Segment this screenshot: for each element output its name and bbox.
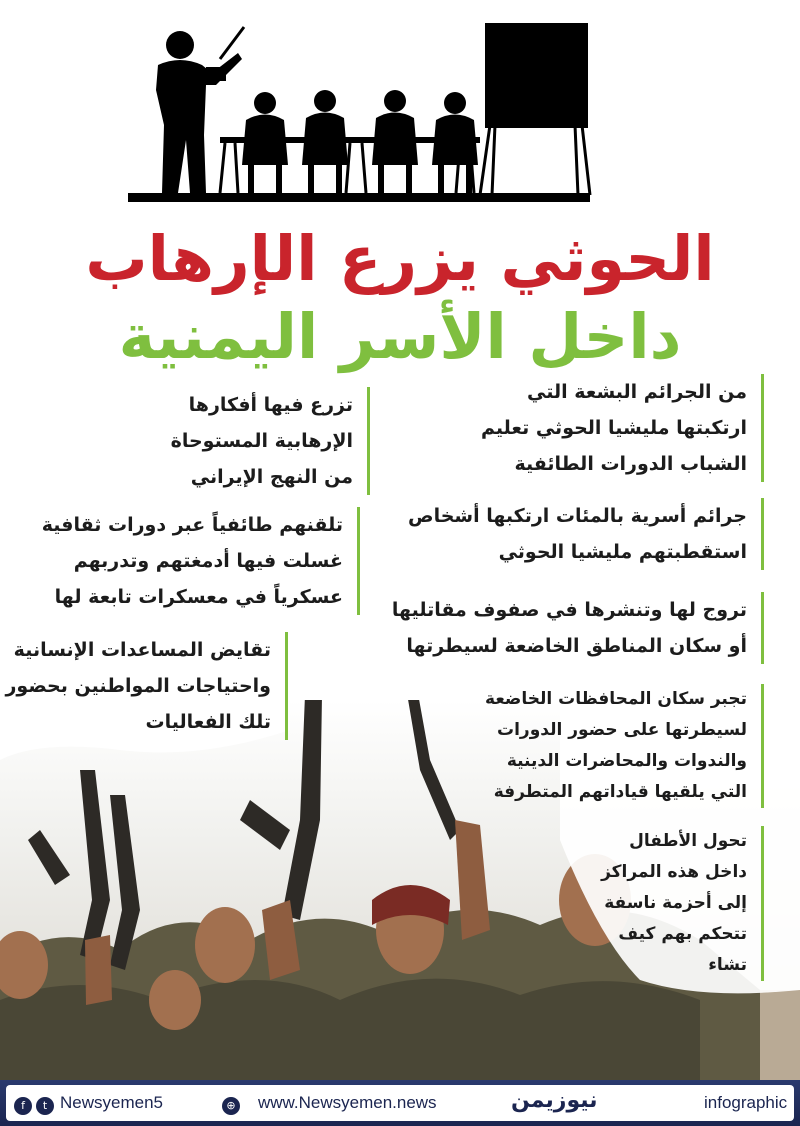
info-line: من الجرائم البشعة التي [526, 381, 747, 403]
info-line: أو سكان المناطق الخاضعة لسيطرتها [406, 635, 747, 657]
info-line: تتحكم بهم كيف [618, 924, 747, 944]
info-line: استقطبتهم مليشيا الحوثي [498, 541, 747, 563]
info-line: تجبر سكان المحافظات الخاضعة [485, 689, 747, 709]
info-line: لسيطرتها على حضور الدورات [497, 720, 747, 740]
globe-icon: ⊕ [222, 1094, 240, 1115]
info-line: تحول الأطفال [629, 831, 747, 851]
headline-line-1: الحوثي يزرع الإرهاب [85, 222, 715, 295]
headline-line-2: داخل الأسر اليمنية [118, 300, 682, 373]
info-line: تلقنهم طائفياً عبر دورات ثقافية [41, 514, 343, 536]
blackboard-shape [485, 23, 588, 128]
info-line: والندوات والمحاضرات الدينية [506, 751, 747, 771]
info-block-forced-attendance [485, 684, 764, 808]
twitter-icon[interactable]: t [36, 1094, 54, 1115]
info-line: غسلت فيها أدمغتهم وتدربهم [73, 550, 343, 572]
info-line: إلى أحزمة ناسفة [604, 893, 747, 913]
info-line: تروج لها وتنشرها في صفوف مقاتليها [391, 599, 747, 621]
info-line: داخل هذه المراكز [601, 862, 747, 882]
info-block-ideas [171, 387, 370, 495]
info-line: عسكرياً في معسكرات تابعة لها [54, 586, 343, 608]
infographic-label: infographic [704, 1093, 788, 1112]
info-block-crimes-training [481, 374, 764, 482]
info-line: من النهج الإيراني [190, 466, 353, 488]
info-line: التي يلقيها قياداتهم المتطرفة [493, 782, 747, 802]
info-line: تشاء [708, 955, 747, 975]
website-link[interactable]: www.Newsyemen.news [258, 1093, 437, 1112]
info-block-family-crimes [408, 498, 764, 570]
brand-logo: نيوزيمن [511, 1088, 598, 1113]
info-line: الشباب الدورات الطائفية [514, 453, 747, 475]
info-block-children [601, 826, 764, 981]
info-line: تلك الفعاليات [145, 711, 271, 733]
facebook-icon[interactable]: f [14, 1094, 32, 1115]
info-line: جرائم أسرية بالمئات ارتكبها أشخاص [408, 505, 747, 527]
info-block-promotion [392, 592, 764, 664]
info-line: ارتكبتها مليشيا الحوثي تعليم [480, 417, 747, 439]
footer-inner [6, 1085, 794, 1121]
footer-bar [0, 1080, 800, 1126]
info-line: تقايض المساعدات الإنسانية [13, 639, 271, 661]
info-block-indoctrination [42, 507, 360, 615]
info-line: الإرهابية المستوحاة [170, 430, 353, 452]
info-line: تزرع فيها أفكارها [188, 394, 353, 416]
info-block-aid-barter [5, 632, 288, 740]
social-handle[interactable]: Newsyemen5 [60, 1093, 163, 1112]
classroom-silhouette-illustration [120, 15, 600, 210]
info-line: واحتياجات المواطنين بحضور [5, 675, 271, 697]
